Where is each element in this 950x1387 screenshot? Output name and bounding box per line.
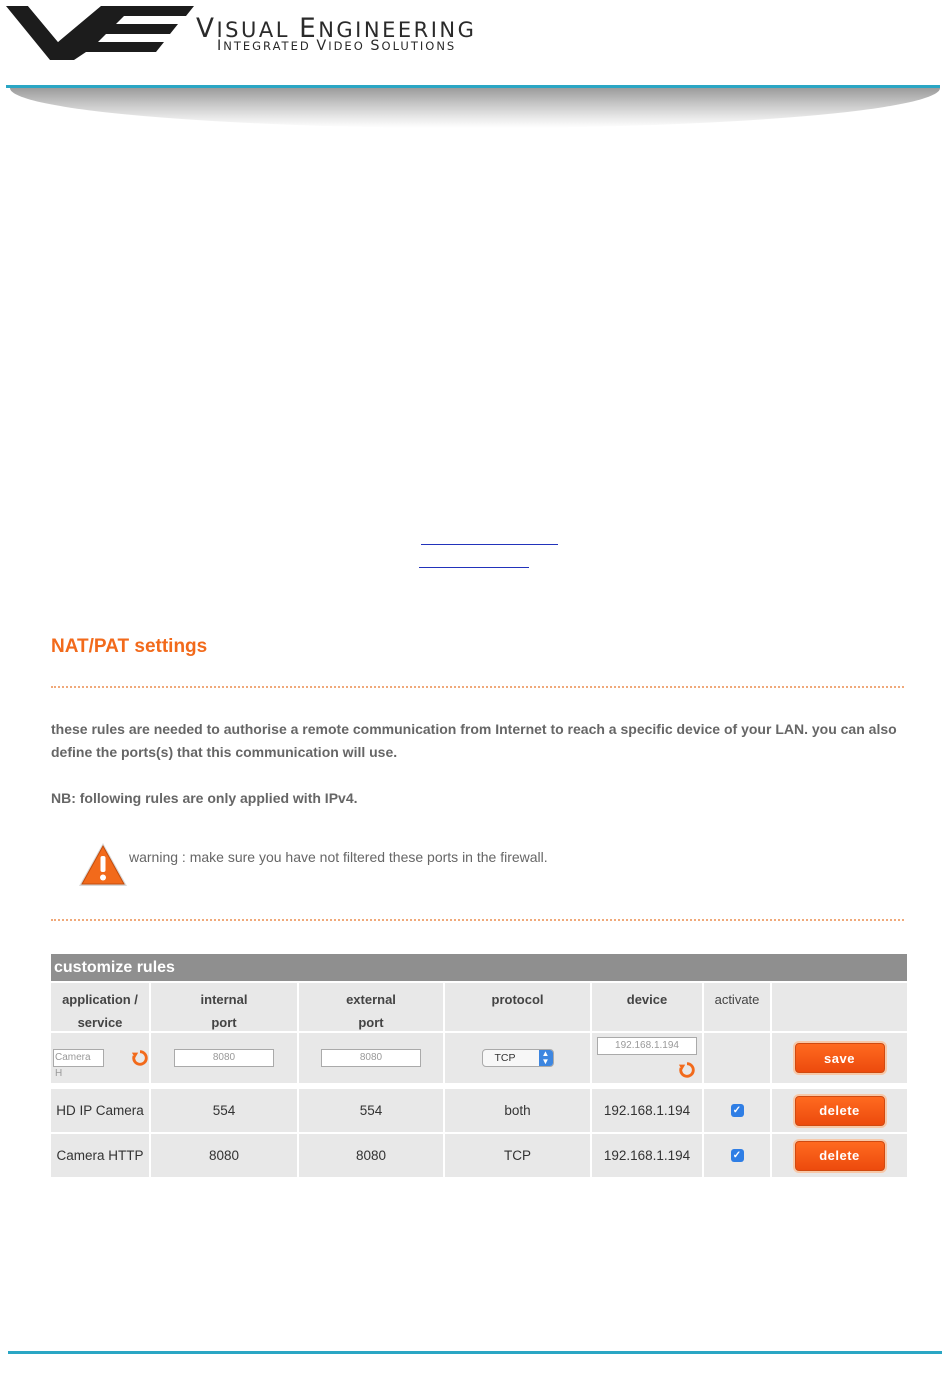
- delete-button[interactable]: delete: [795, 1096, 885, 1126]
- internal-port-value: 554: [151, 1089, 299, 1132]
- action-cell: [772, 1089, 907, 1132]
- action-cell: [772, 1134, 907, 1177]
- column-header-protocol: protocol: [445, 983, 592, 1031]
- application-cell: [51, 1033, 151, 1083]
- company-logo: [6, 4, 194, 62]
- device-value: 192.168.1.194: [592, 1089, 704, 1132]
- hyperlink-underline[interactable]: [419, 567, 529, 568]
- application-input[interactable]: Camera H: [53, 1049, 104, 1067]
- rules-table: [51, 954, 907, 1177]
- activate-cell: [704, 1033, 772, 1083]
- brand-name: VISUAL ENGINEERING: [196, 14, 477, 44]
- protocol-select-value: TCP: [494, 1052, 516, 1064]
- activate-cell: [704, 1134, 772, 1177]
- device-input[interactable]: 192.168.1.194: [597, 1037, 697, 1055]
- table-row: [51, 1089, 907, 1132]
- footer-rule: [8, 1351, 942, 1354]
- chevron-up-down-icon: ▲ ▼: [539, 1050, 553, 1066]
- column-header-application: application / service: [51, 983, 151, 1031]
- column-header-actions: [772, 983, 907, 1031]
- dotted-divider: [51, 686, 904, 688]
- refresh-icon[interactable]: [131, 1049, 149, 1067]
- application-value: Camera HTTP: [51, 1134, 151, 1177]
- table-row: [51, 1132, 907, 1177]
- external-port-value: 8080: [299, 1134, 445, 1177]
- save-button[interactable]: save: [795, 1043, 885, 1073]
- header-swoosh: [10, 88, 940, 128]
- protocol-value: TCP: [445, 1134, 592, 1177]
- external-port-cell: [299, 1033, 445, 1083]
- activate-cell: [704, 1089, 772, 1132]
- internal-port-cell: [151, 1033, 299, 1083]
- dotted-divider: [51, 919, 904, 921]
- device-cell: [592, 1033, 704, 1083]
- ipv4-note: NB: following rules are only applied with IPv4.: [51, 790, 358, 806]
- delete-button[interactable]: delete: [795, 1141, 885, 1171]
- column-header-device: device: [592, 983, 704, 1031]
- table-header-row: [51, 981, 907, 1031]
- device-value: 192.168.1.194: [592, 1134, 704, 1177]
- warning-text: warning : make sure you have not filtered these ports in the firewall.: [129, 849, 548, 865]
- brand-tagline: INTEGRATED VIDEO SOLUTIONS: [217, 38, 457, 54]
- action-cell: [772, 1033, 907, 1083]
- protocol-value: both: [445, 1089, 592, 1132]
- activate-checkbox[interactable]: ✓: [731, 1149, 744, 1162]
- protocol-select[interactable]: [482, 1049, 554, 1067]
- hyperlink-underline[interactable]: [421, 544, 558, 545]
- application-value: HD IP Camera: [51, 1089, 151, 1132]
- internal-port-input[interactable]: 8080: [174, 1049, 274, 1067]
- new-rule-row: [51, 1031, 907, 1083]
- intro-text: these rules are needed to authorise a remote communication from Internet to reach a specific device of your LAN. you can also define the ports(s) that this communication will use.: [51, 721, 897, 760]
- warning-icon: [77, 840, 129, 890]
- rules-table-title: customize rules: [51, 954, 907, 981]
- refresh-icon[interactable]: [678, 1061, 696, 1079]
- column-header-external-port: external port: [299, 983, 445, 1031]
- section-title: NAT/PAT settings: [51, 636, 208, 657]
- external-port-input[interactable]: 8080: [321, 1049, 421, 1067]
- activate-checkbox[interactable]: ✓: [731, 1104, 744, 1117]
- internal-port-value: 8080: [151, 1134, 299, 1177]
- column-header-internal-port: internal port: [151, 983, 299, 1031]
- column-header-activate: activate: [704, 983, 772, 1031]
- external-port-value: 554: [299, 1089, 445, 1132]
- protocol-cell: [445, 1033, 592, 1083]
